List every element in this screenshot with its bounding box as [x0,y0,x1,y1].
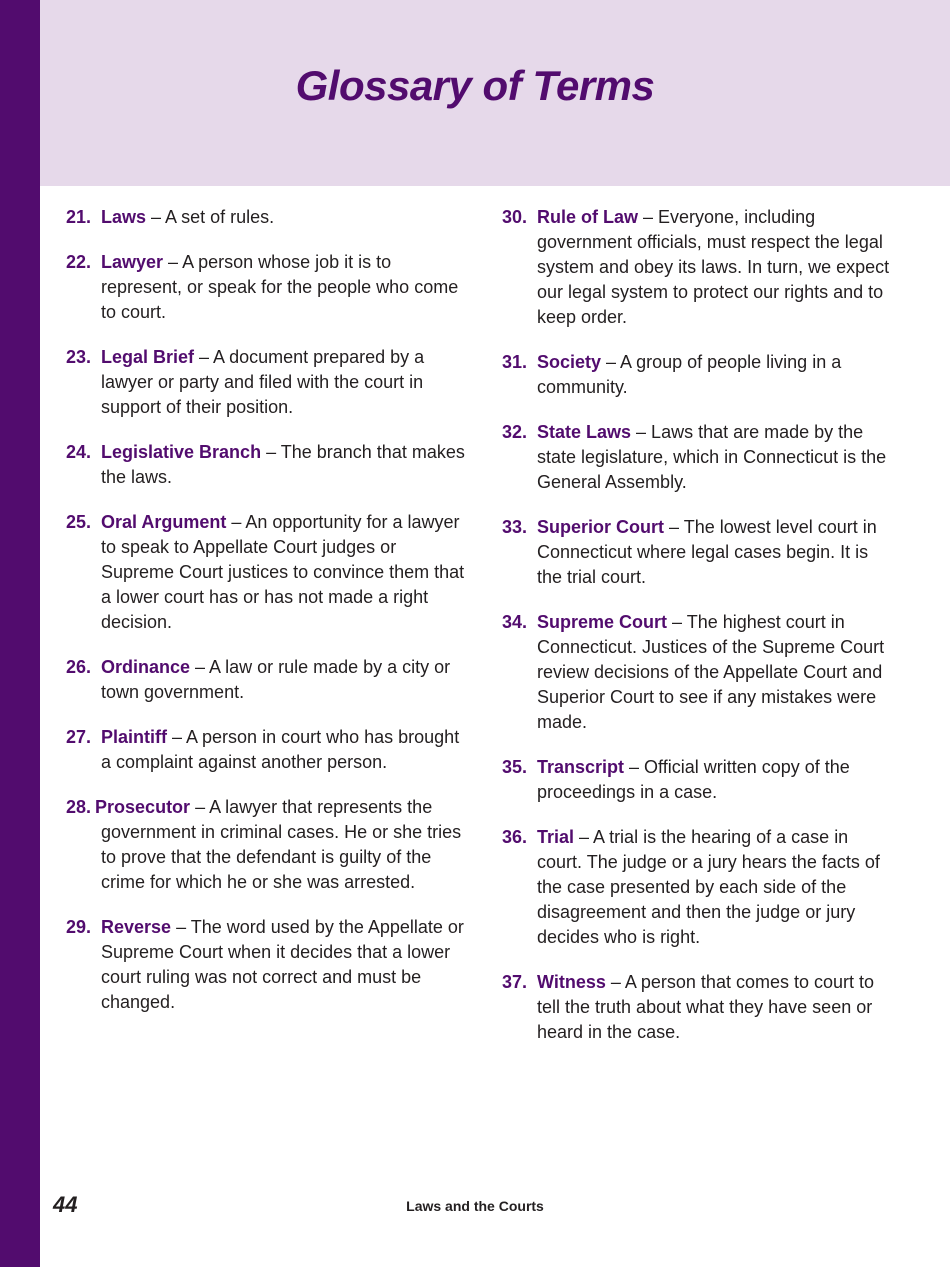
entry-term: Society [537,352,602,372]
entry-term: Legislative Branch [101,442,262,462]
entry-number: 32. [502,422,528,442]
entry-term: Reverse [101,917,172,937]
glossary-entry-plaintiff [66,725,466,775]
entry-term: Lawyer [101,252,164,272]
entry-term: Superior Court [537,517,665,537]
entry-definition: – A person in court who has brought a complaint against another person. [101,727,460,772]
entry-number: 37. [502,972,528,992]
entry-term: Prosecutor [95,797,191,817]
entry-number: 25. [66,512,92,532]
entry-definition: – A law or rule made by a city or town government. [101,657,451,702]
entry-definition: – Laws that are made by the state legislature, which in Connecticut is the General Assembly. [537,422,887,492]
entry-definition: – The word used by the Appellate or Supreme Court when it decides that a lower court ruling was not correct and must be changed. [101,917,464,1012]
entry-definition: – The branch that makes the laws. [101,442,465,487]
entry-number: 31. [502,352,528,372]
glossary-entry-state-laws [502,420,897,495]
glossary-entry-laws [66,205,466,230]
glossary-entry-legislative-branch [66,440,466,490]
entry-number: 34. [502,612,528,632]
side-accent-bar [0,0,40,1267]
entry-number: 36. [502,827,528,847]
entry-definition: – A group of people living in a community. [537,352,842,397]
glossary-entry-oral-argument [66,510,466,635]
glossary-entry-reverse [66,915,466,1015]
entry-term: Legal Brief [101,347,195,367]
glossary-entry-supreme-court [502,610,897,735]
entry-term: Rule of Law [537,207,639,227]
entry-term: Oral Argument [101,512,227,532]
glossary-entry-legal-brief [66,345,466,420]
footer-title: Laws and the Courts [406,1198,544,1214]
entry-number: 24. [66,442,92,462]
entry-term: Supreme Court [537,612,668,632]
glossary-column-left [66,205,466,1035]
entry-number: 26. [66,657,92,677]
glossary-entry-trial [502,825,897,950]
glossary-entry-ordinance [66,655,466,705]
entry-number: 35. [502,757,528,777]
entry-term: Ordinance [101,657,191,677]
entry-definition: – A document prepared by a lawyer or party and filed with the court in support of their position. [101,347,425,417]
glossary-column-right [502,205,897,1065]
glossary-entry-transcript [502,755,897,805]
glossary-entry-rule-of-law [502,205,897,330]
page-title: Glossary of Terms [295,62,655,109]
entry-number: 33. [502,517,528,537]
entry-term: Plaintiff [101,727,167,747]
entry-definition: – The highest court in Connecticut. Justices of the Supreme Court review decisions of the Appellate Court and Superior Court to see if any mistakes were made. [537,612,885,732]
glossary-entry-lawyer [66,250,466,325]
entry-term: Transcript [537,757,625,777]
entry-definition: – A trial is the hearing of a case in court. The judge or a jury hears the facts of the case presented by each side of the disagreement and then the judge or jury decides who is right. [537,827,880,947]
entry-number: 30. [502,207,528,227]
entry-definition: – A person whose job it is to represent, or speak for the people who come to court. [101,252,459,322]
entry-definition: – A set of rules. [146,207,275,227]
entry-term: State Laws [537,422,632,442]
entry-number: 27. [66,727,92,747]
glossary-entry-witness [502,970,897,1045]
entry-term: Trial [537,827,575,847]
entry-definition: – A person that comes to court to tell the truth about what they have seen or heard in the case. [537,972,875,1042]
page-number: 44 [53,1192,78,1217]
entry-number: 22. [66,252,92,272]
glossary-entry-prosecutor [66,795,466,895]
entry-definition: – Official written copy of the proceedings in a case. [537,757,850,802]
entry-number: 29. [66,917,92,937]
entry-definition: – The lowest level court in Connecticut where legal cases begin. It is the trial court. [537,517,877,587]
glossary-entry-superior-court [502,515,897,590]
entry-number: 23. [66,347,92,367]
entry-term: Witness [537,972,606,992]
entry-definition: – Everyone, including government officials, must respect the legal system and obey its laws. In turn, we expect our legal system to protect our rights and to keep order. [537,207,890,327]
entry-number: 21. [66,207,92,227]
glossary-entry-society [502,350,897,400]
entry-definition: – A lawyer that represents the government in criminal cases. He or she tries to prove that the defendant is guilty of the crime for which he or she was arrested. [101,797,462,892]
entry-number: 28. [66,797,92,817]
entry-definition: – An opportunity for a lawyer to speak to Appellate Court judges or Supreme Court justices to convince them that a lower court has or has not made a right decision. [101,512,465,632]
entry-term: Laws [101,207,147,227]
